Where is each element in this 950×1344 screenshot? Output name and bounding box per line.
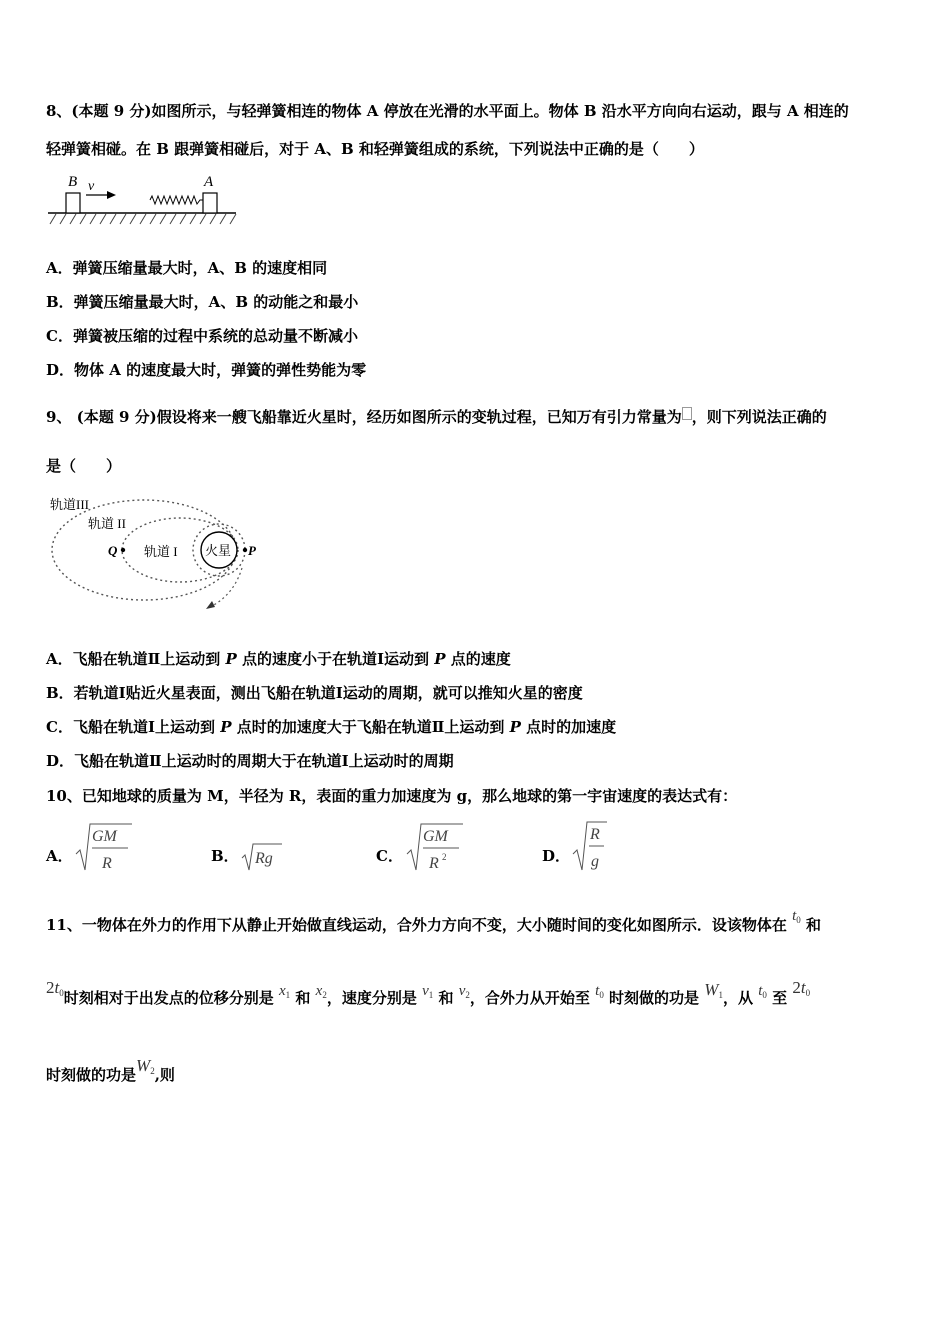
q8-option-a: A．弹簧压缩量最大时，A、B 的速度相同 — [46, 259, 328, 277]
q8-option-b: B．弹簧压缩量最大时，A、B 的动能之和最小 — [46, 293, 359, 311]
spring — [150, 196, 203, 204]
q11-line2: $2t_0$时刻相对于出发点的位移分别是 $x_1$ 和 $x_2$，速度分别是 $v_1$ 和 $v_2$，合外力从开始至 $t_0$ 时刻做的功是 $W_1$，从 $t_0$ 至 $2t_0$ — [46, 978, 811, 1007]
2t0-symbol-2: $2t_0$ — [792, 978, 811, 998]
q11-line1: 11、一物体在外力的作用下从静止开始做直线运动，合外力方向不变，大小随时间的变化如图所示．设该物体在 $t_0$ 和 — [46, 908, 822, 934]
q9-line2: 是（ ） — [46, 457, 122, 475]
q10-option-c-label: C． — [376, 847, 403, 865]
q10-option-b-formula — [240, 840, 284, 872]
svg-text:GM: GM — [92, 828, 117, 845]
svg-text:2: 2 — [442, 852, 447, 862]
q10-option-d-label: D． — [542, 847, 571, 865]
v2-symbol: $v_2$ — [458, 983, 470, 1000]
point-q-label: Q — [108, 543, 118, 558]
q8-spring-figure — [44, 170, 240, 226]
w2-symbol: $W_2$ — [136, 1056, 155, 1076]
label-a: A — [204, 174, 214, 190]
w1-symbol: $W_1$ — [704, 980, 723, 1000]
q10-option-c-formula — [405, 820, 465, 874]
orbit-3-label: 轨道III — [50, 497, 89, 512]
svg-text:GM: GM — [423, 828, 448, 845]
q9-option-a: A．飞船在轨道Ⅱ上运动到 P 点的速度小于在轨道Ⅰ运动到 P 点的速度 — [46, 650, 511, 668]
q9-line1 — [46, 407, 827, 427]
svg-text:R: R — [429, 855, 439, 872]
x1-symbol: $x_1$ — [278, 983, 291, 1000]
2t0-symbol: $2t_0$ — [46, 978, 64, 998]
t0-symbol-2: $t_0$ — [595, 983, 604, 1000]
planet-label: 火星 — [205, 543, 232, 558]
q9-option-d: D．飞船在轨道Ⅱ上运动时的周期大于在轨道Ⅰ上运动时的周期 — [46, 752, 454, 770]
v1-symbol: $v_1$ — [422, 983, 434, 1000]
block-b — [66, 193, 80, 213]
q9-option-c: C．飞船在轨道Ⅰ上运动到 P 点时的加速度大于飞船在轨道Ⅱ上运动到 P 点时的加速度 — [46, 718, 617, 736]
q10-option-b-label: B． — [211, 847, 239, 865]
missing-glyph-icon — [682, 407, 692, 420]
q10-option-a-label: A． — [46, 847, 73, 865]
t0-symbol: $t_0$ — [792, 908, 801, 925]
label-b: B — [68, 174, 78, 190]
orbit-1-label: 轨道 I — [144, 544, 178, 559]
q10-stem: 10、已知地球的质量为 M，半径为 R，表面的重力加速度为 g，那么地球的第一宇宙速度的表达式有： — [46, 787, 738, 805]
label-v: v — [88, 179, 95, 194]
q10-option-a-formula — [74, 820, 134, 874]
svg-text:R: R — [590, 826, 600, 843]
q11-line3: 时刻做的功是$W_2$,则 — [46, 1056, 175, 1084]
q8-option-c: C．弹簧被压缩的过程中系统的总动量不断减小 — [46, 327, 358, 345]
svg-text:R: R — [102, 855, 112, 872]
q8-line1: 8、(本题 9 分)如图所示，与轻弹簧相连的物体 A 停放在光滑的水平面上。物体 B 沿水平方向向右运动，跟与 A 相连的 — [46, 102, 849, 120]
svg-text:Rg: Rg — [255, 850, 273, 867]
t0-symbol-3: $t_0$ — [758, 983, 767, 1000]
svg-text:g: g — [591, 853, 599, 870]
q9-line1-b: ，则下列说法正确的 — [691, 408, 827, 426]
q8-line2: 轻弹簧相碰。在 B 跟弹簧相碰后，对于 A、B 和轻弹簧组成的系统，下列说法中正确的是（ ） — [46, 140, 704, 158]
q9-line1-a: 9、 (本题 9 分)假设将来一艘飞船靠近火星时，经历如图所示的变轨过程，已知万有引力常量为 — [46, 408, 682, 426]
block-a — [203, 193, 217, 213]
orbit-2-label: 轨道 II — [88, 516, 126, 531]
point-p-label: P — [248, 543, 256, 558]
q9-orbit-figure — [44, 490, 266, 614]
q8-option-d: D．物体 A 的速度最大时，弹簧的弹性势能为零 — [46, 361, 367, 379]
x2-symbol: $x_2$ — [315, 983, 327, 1000]
q10-option-d-formula — [571, 818, 611, 874]
q9-option-b: B．若轨道Ⅰ贴近火星表面，测出飞船在轨道Ⅰ运动的周期，就可以推知火星的密度 — [46, 684, 583, 702]
